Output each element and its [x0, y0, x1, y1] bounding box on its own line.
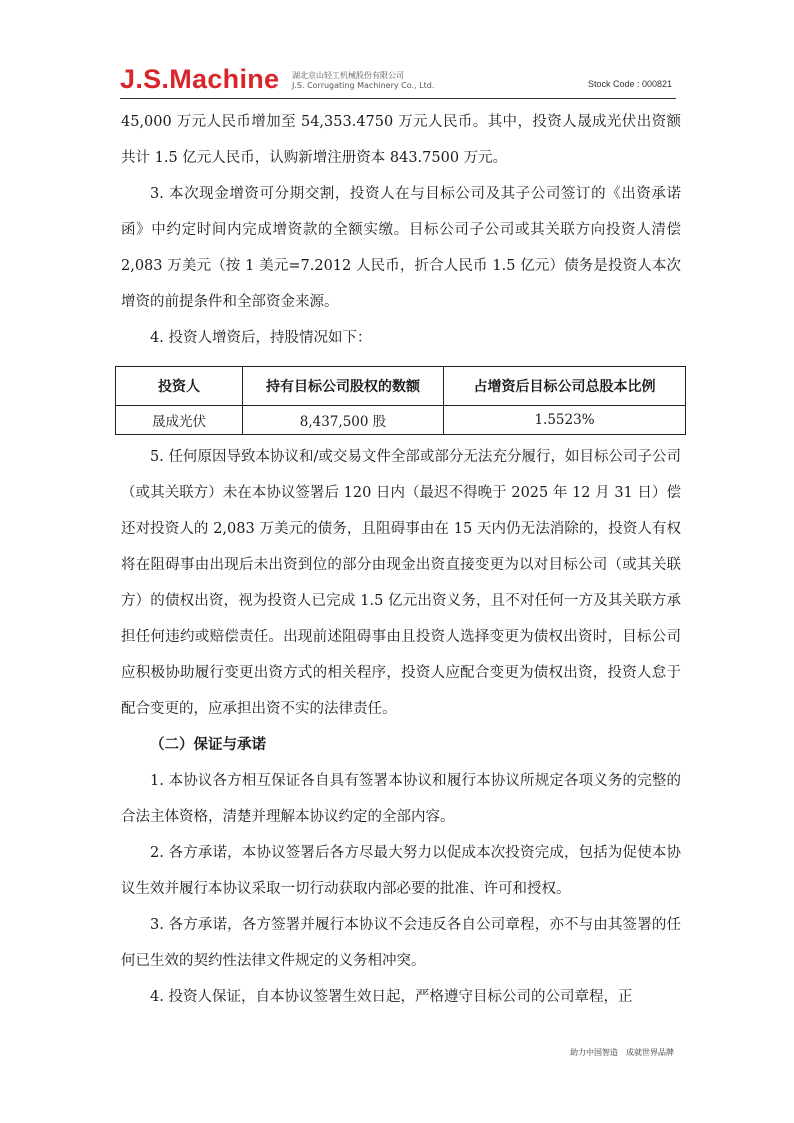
table-header-shares: 持有目标公司股权的数额 — [243, 367, 444, 406]
stock-code: Stock Code : 000821 — [587, 79, 672, 89]
table-cell-ratio: 1.5523% — [444, 406, 686, 435]
company-name-block — [292, 71, 434, 91]
company-name-cn: 湖北京山轻工机械股份有限公司 — [292, 71, 404, 80]
table-cell-shares: 8,437,500 股 — [243, 406, 444, 435]
table-header-investor: 投资人 — [116, 367, 243, 406]
paragraph-item-4: 4. 投资人增资后，持股情况如下： — [150, 330, 372, 346]
table-header-ratio: 占增资后目标公司总股本比例 — [444, 367, 686, 406]
footer-slogan: 助力中国智造 成就世界品牌 — [570, 1048, 674, 1057]
document-body — [121, 104, 681, 1015]
page-header — [120, 62, 676, 99]
paragraph-continued: 45,000 万元人民币增加至 54,353.4750 万元人民币。其中，投资人晟成光伏出资额共计 1.5 亿元人民币，认购新增注册资本 843.7500 万元。 — [121, 114, 681, 166]
paragraph-item-5: 5. 任何原因导致本协议和/或交易文件全部或部分无法充分履行，如目标公司子公司（或其关联方）未在本协议签署后 120 日内（最迟不得晚于 2025 年 12 月 31 日）偿还对投资人的 2,083 万美元的债务，且阻碍事由在 15 天内仍无法消除的，投资人有权将在阻碍事由出现后未出资到位的部分由现金出资直接变更为以对目标公司（或其关联方）的债权出资，视为投资人已完成 1.5 亿元出资义务，且不对任何一方及其关联方承担任何违约或赔偿责任。出现前述阻碍事由且投资人选择变更为债权出资时，目标公司应积极协助履行变更出资方式的相关程序，投资人应配合变更为债权出资，投资人怠于配合变更的，应承担出资不实的法律责任。 — [121, 449, 681, 717]
paragraph-guarantee-4: 4. 投资人保证，自本协议签署生效日起，严格遵守目标公司的公司章程，正 — [150, 989, 633, 1005]
paragraph-item-3: 3. 本次现金增资可分期交割，投资人在与目标公司及其子公司签订的《出资承诺函》中约定时间内完成增资款的全额实缴。目标公司子公司或其关联方向投资人清偿 2,083 万美元（按 1 美元=7.2012 人民币，折合人民币 1.5 亿元）债务是投资人本次增资的前提条件和全部资金来源。 — [121, 186, 681, 310]
section-title: （二）保证与承诺 — [150, 736, 266, 753]
table-header-row — [116, 367, 686, 406]
paragraph-guarantee-2: 2. 各方承诺，本协议签署后各方尽最大努力以促成本次投资完成，包括为促使本协议生效并履行本协议采取一切行动获取内部必要的批准、许可和授权。 — [121, 845, 681, 897]
shareholding-table — [115, 366, 686, 435]
table-row — [116, 406, 686, 435]
company-name-en: J.S. Corrugating Machinery Co., Ltd. — [292, 81, 435, 90]
paragraph-guarantee-1: 1. 本协议各方相互保证各自具有签署本协议和履行本协议所规定各项义务的完整的合法主体资格，清楚并理解本协议约定的全部内容。 — [121, 773, 681, 825]
paragraph-guarantee-3: 3. 各方承诺，各方签署并履行本协议不会违反各自公司章程，亦不与由其签署的任何已生效的契约性法律文件规定的义务相冲突。 — [121, 917, 681, 969]
table-cell-investor: 晟成光伏 — [116, 406, 243, 435]
company-logo: J.S.Machine — [120, 64, 280, 94]
